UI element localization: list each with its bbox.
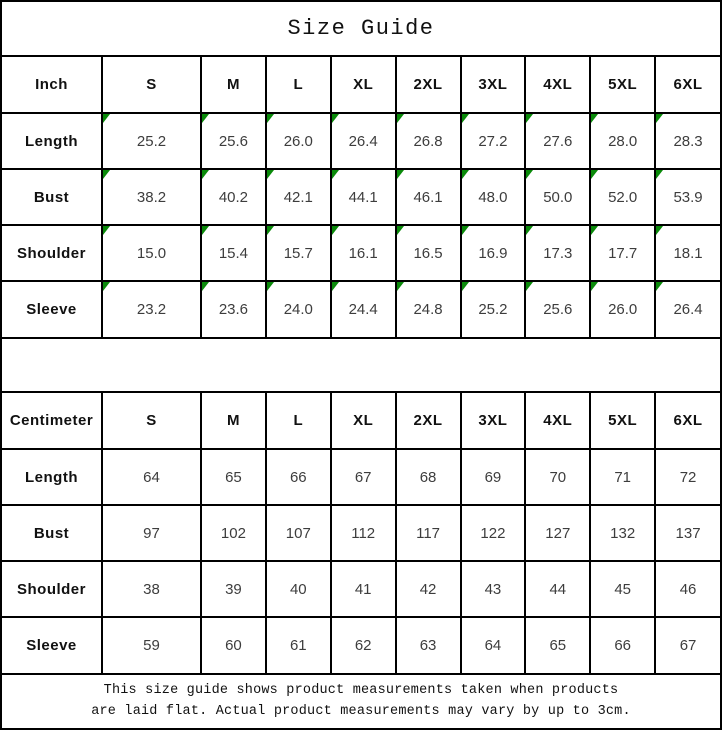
measurement-row: [2, 617, 720, 673]
corner-marker-icon: [202, 170, 209, 179]
value-cell: 25.2: [102, 113, 201, 169]
value-cell: 42.1: [266, 169, 331, 225]
corner-marker-icon: [526, 170, 533, 179]
measurement-row: [2, 225, 720, 281]
value-cell: 24.4: [331, 281, 396, 337]
value-cell: 60: [201, 617, 266, 673]
corner-marker-icon: [202, 226, 209, 235]
value-cell: 27.6: [525, 113, 590, 169]
value-cell: 117: [396, 505, 461, 561]
value-cell: 38: [102, 561, 201, 617]
value-cell: 137: [655, 505, 720, 561]
value-cell: 127: [525, 505, 590, 561]
value-cell: 66: [266, 449, 331, 505]
corner-marker-icon: [526, 282, 533, 291]
value-cell: 44.1: [331, 169, 396, 225]
value-cell: 50.0: [525, 169, 590, 225]
size-header-row: [2, 393, 720, 449]
value-cell: 72: [655, 449, 720, 505]
value-cell: 70: [525, 449, 590, 505]
value-cell: 27.2: [461, 113, 526, 169]
centimeter-table: [2, 393, 720, 673]
value-cell: 66: [590, 617, 655, 673]
value-cell: 63: [396, 617, 461, 673]
value-cell: 107: [266, 505, 331, 561]
size-header-cell: M: [201, 57, 266, 113]
value-cell: 112: [331, 505, 396, 561]
size-header-cell: 3XL: [461, 393, 526, 449]
corner-marker-icon: [591, 226, 598, 235]
value-cell: 23.2: [102, 281, 201, 337]
value-cell: 42: [396, 561, 461, 617]
corner-marker-icon: [397, 170, 404, 179]
footer-note-line2: are laid flat. Actual product measurements may vary by up to 3cm.: [91, 703, 631, 719]
value-cell: 44: [525, 561, 590, 617]
row-label-cell: Shoulder: [2, 225, 102, 281]
size-header-cell: L: [266, 57, 331, 113]
value-cell: 16.5: [396, 225, 461, 281]
corner-marker-icon: [656, 170, 663, 179]
corner-marker-icon: [103, 282, 110, 291]
measurement-row: [2, 449, 720, 505]
size-header-cell: S: [102, 393, 201, 449]
corner-marker-icon: [462, 282, 469, 291]
value-cell: 25.2: [461, 281, 526, 337]
corner-marker-icon: [591, 170, 598, 179]
row-label-cell: Shoulder: [2, 561, 102, 617]
size-header-cell: 2XL: [396, 393, 461, 449]
value-cell: 46.1: [396, 169, 461, 225]
corner-marker-icon: [397, 114, 404, 123]
value-cell: 23.6: [201, 281, 266, 337]
page-title: Size Guide: [2, 2, 720, 57]
corner-marker-icon: [267, 282, 274, 291]
value-cell: 17.7: [590, 225, 655, 281]
size-header-cell: 5XL: [590, 393, 655, 449]
value-cell: 71: [590, 449, 655, 505]
footer-note: [2, 673, 720, 728]
value-cell: 38.2: [102, 169, 201, 225]
size-header-cell: M: [201, 393, 266, 449]
size-header-row: [2, 57, 720, 113]
corner-marker-icon: [332, 226, 339, 235]
value-cell: 97: [102, 505, 201, 561]
value-cell: 18.1: [655, 225, 720, 281]
row-label-cell: Length: [2, 113, 102, 169]
value-cell: 24.8: [396, 281, 461, 337]
size-header-cell: S: [102, 57, 201, 113]
unit-header-cell: Inch: [2, 57, 102, 113]
value-cell: 15.0: [102, 225, 201, 281]
value-cell: 26.0: [590, 281, 655, 337]
size-header-cell: 4XL: [525, 57, 590, 113]
value-cell: 59: [102, 617, 201, 673]
corner-marker-icon: [103, 114, 110, 123]
value-cell: 46: [655, 561, 720, 617]
row-label-cell: Bust: [2, 505, 102, 561]
corner-marker-icon: [267, 170, 274, 179]
value-cell: 102: [201, 505, 266, 561]
size-header-cell: 4XL: [525, 393, 590, 449]
corner-marker-icon: [202, 282, 209, 291]
size-header-cell: 2XL: [396, 57, 461, 113]
footer-note-line1: This size guide shows product measurements taken when products: [103, 683, 619, 699]
corner-marker-icon: [267, 114, 274, 123]
size-header-cell: XL: [331, 57, 396, 113]
size-header-cell: 6XL: [655, 57, 720, 113]
value-cell: 53.9: [655, 169, 720, 225]
value-cell: 65: [525, 617, 590, 673]
corner-marker-icon: [656, 114, 663, 123]
value-cell: 26.0: [266, 113, 331, 169]
value-cell: 122: [461, 505, 526, 561]
value-cell: 40.2: [201, 169, 266, 225]
value-cell: 64: [461, 617, 526, 673]
value-cell: 65: [201, 449, 266, 505]
value-cell: 132: [590, 505, 655, 561]
value-cell: 67: [331, 449, 396, 505]
value-cell: 24.0: [266, 281, 331, 337]
value-cell: 15.4: [201, 225, 266, 281]
value-cell: 25.6: [201, 113, 266, 169]
row-label-cell: Sleeve: [2, 617, 102, 673]
value-cell: 26.4: [331, 113, 396, 169]
value-cell: 64: [102, 449, 201, 505]
value-cell: 52.0: [590, 169, 655, 225]
value-cell: 69: [461, 449, 526, 505]
value-cell: 28.0: [590, 113, 655, 169]
inch-table: [2, 57, 720, 337]
value-cell: 40: [266, 561, 331, 617]
value-cell: 62: [331, 617, 396, 673]
value-cell: 61: [266, 617, 331, 673]
size-header-cell: 6XL: [655, 393, 720, 449]
value-cell: 17.3: [525, 225, 590, 281]
corner-marker-icon: [332, 170, 339, 179]
corner-marker-icon: [462, 226, 469, 235]
unit-header-cell: Centimeter: [2, 393, 102, 449]
corner-marker-icon: [267, 226, 274, 235]
corner-marker-icon: [103, 170, 110, 179]
value-cell: 16.9: [461, 225, 526, 281]
row-label-cell: Bust: [2, 169, 102, 225]
value-cell: 15.7: [266, 225, 331, 281]
value-cell: 41: [331, 561, 396, 617]
size-header-cell: XL: [331, 393, 396, 449]
value-cell: 43: [461, 561, 526, 617]
value-cell: 25.6: [525, 281, 590, 337]
corner-marker-icon: [526, 226, 533, 235]
value-cell: 68: [396, 449, 461, 505]
corner-marker-icon: [397, 226, 404, 235]
corner-marker-icon: [397, 282, 404, 291]
value-cell: 45: [590, 561, 655, 617]
corner-marker-icon: [591, 114, 598, 123]
corner-marker-icon: [656, 282, 663, 291]
corner-marker-icon: [103, 226, 110, 235]
value-cell: 26.8: [396, 113, 461, 169]
value-cell: 39: [201, 561, 266, 617]
value-cell: 26.4: [655, 281, 720, 337]
measurement-row: [2, 561, 720, 617]
corner-marker-icon: [202, 114, 209, 123]
row-label-cell: Sleeve: [2, 281, 102, 337]
value-cell: 67: [655, 617, 720, 673]
measurement-row: [2, 505, 720, 561]
corner-marker-icon: [332, 114, 339, 123]
value-cell: 16.1: [331, 225, 396, 281]
size-header-cell: 5XL: [590, 57, 655, 113]
corner-marker-icon: [332, 282, 339, 291]
spacer-row: [2, 337, 720, 393]
size-header-cell: L: [266, 393, 331, 449]
corner-marker-icon: [526, 114, 533, 123]
corner-marker-icon: [656, 226, 663, 235]
corner-marker-icon: [591, 282, 598, 291]
size-header-cell: 3XL: [461, 57, 526, 113]
value-cell: 48.0: [461, 169, 526, 225]
corner-marker-icon: [462, 114, 469, 123]
measurement-row: [2, 113, 720, 169]
measurement-row: [2, 281, 720, 337]
row-label-cell: Length: [2, 449, 102, 505]
corner-marker-icon: [462, 170, 469, 179]
measurement-row: [2, 169, 720, 225]
value-cell: 28.3: [655, 113, 720, 169]
